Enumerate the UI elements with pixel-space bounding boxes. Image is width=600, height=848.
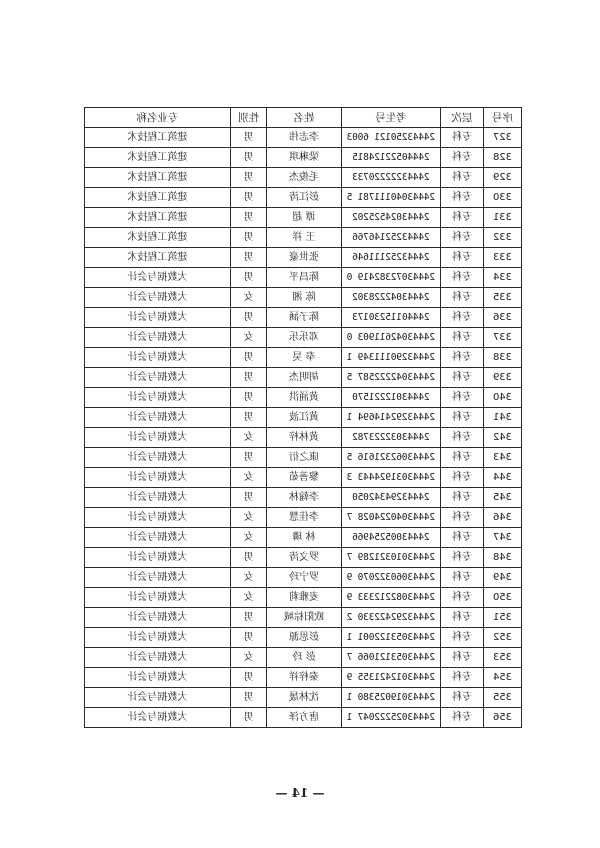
cell-major: 建筑工程技术 [85,148,231,168]
cell-major: 建筑工程技术 [85,208,231,228]
cell-major: 大数据与会计 [85,428,231,448]
cell-gender: 男 [231,128,267,148]
cell-gender: 男 [231,488,267,508]
cell-major: 建筑工程技术 [85,128,231,148]
cell-level: 专科 [441,228,484,248]
cell-gender: 男 [231,308,267,328]
cell-level: 专科 [441,568,484,588]
cell-serial-number: 337 [484,328,522,348]
cell-gender: 男 [231,268,267,288]
cell-name: 毛俊杰 [267,168,342,188]
cell-level: 专科 [441,588,484,608]
cell-name: 李志伟 [267,128,342,148]
header-serial-number: 序号 [484,108,522,128]
cell-gender: 女 [231,508,267,528]
cell-major: 建筑工程技术 [85,168,231,188]
cell-name: 黎善茹 [267,468,342,488]
table-row [85,208,522,228]
cell-name: 李翰林 [267,488,342,508]
cell-name: 王 祥 [267,228,342,248]
cell-exam-id: 24443012221570 [342,388,441,408]
cell-gender: 女 [231,588,267,608]
cell-major: 大数据与会计 [85,588,231,608]
cell-exam-id: 24443012421355 9 [342,668,441,688]
cell-name: 麦雅莉 [267,588,342,608]
cell-major: 大数据与会计 [85,548,231,568]
cell-exam-id: 24440115230173 [342,308,441,328]
cell-level: 专科 [441,388,484,408]
cell-level: 专科 [441,468,484,488]
table-row [85,508,522,528]
cell-exam-id: 24443290111349 1 [342,348,441,368]
table-row [85,528,522,548]
cell-major: 大数据与会计 [85,308,231,328]
cell-exam-id: 24443252111646 [342,248,441,268]
cell-name: 梁琳琪 [267,148,342,168]
cell-serial-number: 338 [484,348,522,368]
table-row [85,188,522,208]
cell-major: 大数据与会计 [85,688,231,708]
cell-major: 大数据与会计 [85,508,231,528]
cell-serial-number: 349 [484,568,522,588]
cell-level: 专科 [441,368,484,388]
table-row [85,648,522,668]
cell-gender: 女 [231,288,267,308]
table-header-row [85,108,522,128]
cell-exam-id: 24443042611903 0 [342,328,441,348]
cell-exam-id: 24443042222587 5 [342,368,441,388]
cell-name: 陈 湘 [267,288,342,308]
cell-gender: 男 [231,668,267,688]
cell-level: 专科 [441,488,484,508]
cell-gender: 男 [231,448,267,468]
cell-gender: 女 [231,428,267,448]
cell-major: 建筑工程技术 [85,228,231,248]
cell-gender: 男 [231,348,267,368]
cell-name: 罗文涛 [267,548,342,568]
header-name: 姓名 [267,108,342,128]
cell-serial-number: 341 [484,408,522,428]
table-row [85,288,522,308]
cell-name: 奉 昊 [267,348,342,368]
cell-exam-id: 24443042228302 [342,288,441,308]
cell-serial-number: 343 [484,448,522,468]
cell-serial-number: 354 [484,668,522,688]
cell-gender: 男 [231,188,267,208]
cell-name: 黄涌洪 [267,388,342,408]
cell-major: 大数据与会计 [85,668,231,688]
cell-serial-number: 328 [484,148,522,168]
cell-name: 黄林梓 [267,428,342,448]
cell-name: 秦梓祥 [267,668,342,688]
cell-exam-id: 24443252146766 [342,228,441,248]
cell-exam-id: 24440522124815 [342,148,441,168]
cell-name: 李佳慧 [267,508,342,528]
cell-major: 大数据与会计 [85,628,231,648]
table-row [85,588,522,608]
table-row [85,348,522,368]
cell-major: 大数据与会计 [85,268,231,288]
table-row [85,688,522,708]
cell-name: 黄江波 [267,408,342,428]
cell-gender: 男 [231,388,267,408]
cell-serial-number: 352 [484,628,522,648]
cell-level: 专科 [441,248,484,268]
cell-serial-number: 348 [484,548,522,568]
cell-name: 彭江涛 [267,188,342,208]
cell-name: 康之衍 [267,448,342,468]
cell-exam-id: 24443025222047 1 [342,708,441,728]
cell-exam-id: 24443082212333 9 [342,588,441,608]
cell-serial-number: 333 [484,248,522,268]
cell-major: 大数据与会计 [85,568,231,588]
cell-exam-id: 24443060322070 9 [342,568,441,588]
cell-exam-id: 24443010321289 7 [342,548,441,568]
table-row [85,548,522,568]
cell-serial-number: 335 [484,288,522,308]
cell-major: 大数据与会计 [85,708,231,728]
header-gender: 性别 [231,108,267,128]
table-row [85,308,522,328]
cell-major: 大数据与会计 [85,408,231,428]
table-row [85,268,522,288]
cell-level: 专科 [441,328,484,348]
cell-gender: 女 [231,528,267,548]
cell-name: 林 璘 [267,528,342,548]
cell-level: 专科 [441,428,484,448]
cell-major: 大数据与会计 [85,388,231,408]
cell-serial-number: 330 [484,188,522,208]
cell-name: 谭 超 [267,208,342,228]
cell-serial-number: 339 [484,368,522,388]
cell-exam-id: 24443040224028 7 [342,508,441,528]
cell-exam-id: 24443292422330 2 [342,608,441,628]
cell-level: 专科 [441,628,484,648]
cell-level: 专科 [441,448,484,468]
table-body [85,128,522,728]
cell-exam-id: 24443031924443 3 [342,468,441,488]
page-number: — 14 — [275,786,325,800]
cell-major: 大数据与会计 [85,368,231,388]
cell-level: 专科 [441,508,484,528]
cell-serial-number: 347 [484,528,522,548]
cell-name: 唐方泽 [267,708,342,728]
cell-exam-id: 24443005254966 [342,528,441,548]
table-row [85,168,522,188]
cell-exam-id: 24443019025380 1 [342,688,441,708]
cell-exam-id: 24443250121 6003 [342,128,441,148]
cell-serial-number: 331 [484,208,522,228]
cell-gender: 男 [231,608,267,628]
cell-gender: 男 [231,408,267,428]
cell-gender: 男 [231,248,267,268]
cell-exam-id: 24443053122001 1 [342,628,441,648]
cell-exam-id: 24443062321616 5 [342,448,441,468]
table-row [85,428,522,448]
cell-level: 专科 [441,408,484,428]
cell-level: 专科 [441,548,484,568]
cell-serial-number: 353 [484,648,522,668]
cell-level: 专科 [441,288,484,308]
table-row [85,248,522,268]
cell-major: 大数据与会计 [85,608,231,628]
cell-name: 彭 玲 [267,648,342,668]
cell-level: 专科 [441,528,484,548]
cell-level: 专科 [441,148,484,168]
cell-name: 欧阳棕城 [267,608,342,628]
cell-level: 专科 [441,688,484,708]
cell-level: 专科 [441,708,484,728]
table-row [85,568,522,588]
cell-gender: 男 [231,708,267,728]
cell-major: 大数据与会计 [85,448,231,468]
cell-serial-number: 345 [484,488,522,508]
cell-level: 专科 [441,128,484,148]
table-row [85,708,522,728]
header-exam-id: 考生号 [342,108,441,128]
table-row [85,388,522,408]
cell-gender: 男 [231,148,267,168]
cell-level: 专科 [441,208,484,228]
cell-major: 建筑工程技术 [85,248,231,268]
table-row [85,628,522,648]
table-row [85,228,522,248]
cell-major: 建筑工程技术 [85,188,231,208]
cell-name: 罗宁玲 [267,568,342,588]
cell-serial-number: 327 [484,128,522,148]
cell-serial-number: 350 [484,588,522,608]
cell-gender: 女 [231,468,267,488]
cell-serial-number: 340 [484,388,522,408]
cell-name: 胡明杰 [267,368,342,388]
table-row [85,148,522,168]
cell-serial-number: 346 [484,508,522,528]
cell-serial-number: 356 [484,708,522,728]
table-row [85,408,522,428]
cell-exam-id: 24443024525202 [342,208,441,228]
cell-exam-id: 24443292414694 1 [342,408,441,428]
table-row [85,448,522,468]
cell-serial-number: 336 [484,308,522,328]
cell-level: 专科 [441,268,484,288]
cell-level: 专科 [441,168,484,188]
cell-major: 大数据与会计 [85,328,231,348]
cell-serial-number: 355 [484,688,522,708]
table-row [85,128,522,148]
cell-level: 专科 [441,348,484,368]
cell-level: 专科 [441,308,484,328]
cell-major: 大数据与会计 [85,348,231,368]
cell-gender: 男 [231,368,267,388]
cell-serial-number: 332 [484,228,522,248]
cell-name: 彭思源 [267,628,342,648]
cell-level: 专科 [441,648,484,668]
cell-gender: 男 [231,628,267,648]
cell-name: 陈子涵 [267,308,342,328]
cell-gender: 女 [231,648,267,668]
cell-exam-id: 24443040111781 5 [342,188,441,208]
cell-major: 大数据与会计 [85,528,231,548]
cell-serial-number: 344 [484,468,522,488]
cell-level: 专科 [441,668,484,688]
cell-serial-number: 334 [484,268,522,288]
cell-name: 邓乐乐 [267,328,342,348]
table-row [85,668,522,688]
header-level: 层次 [441,108,484,128]
cell-gender: 男 [231,548,267,568]
cell-major: 大数据与会计 [85,648,231,668]
cell-serial-number: 329 [484,168,522,188]
cell-serial-number: 351 [484,608,522,628]
cell-level: 专科 [441,188,484,208]
cell-exam-id: 24443222220733 [342,168,441,188]
table-row [85,328,522,348]
cell-exam-id: 24443032223782 [342,428,441,448]
cell-gender: 男 [231,208,267,228]
table-row [85,468,522,488]
cell-serial-number: 342 [484,428,522,448]
cell-gender: 男 [231,168,267,188]
cell-name: 沈林晟 [267,688,342,708]
admission-roster-table [84,107,522,728]
cell-exam-id: 24443072382419 0 [342,268,441,288]
cell-major: 大数据与会计 [85,468,231,488]
table-row [85,488,522,508]
cell-gender: 女 [231,568,267,588]
cell-name: 陈昌平 [267,268,342,288]
cell-gender: 男 [231,228,267,248]
cell-name: 张世豪 [267,248,342,268]
cell-exam-id: 24443294342050 [342,488,441,508]
cell-exam-id: 24443053121066 7 [342,648,441,668]
cell-level: 专科 [441,608,484,628]
cell-major: 大数据与会计 [85,488,231,508]
cell-gender: 男 [231,688,267,708]
table-row [85,368,522,388]
cell-major: 大数据与会计 [85,288,231,308]
table-row [85,608,522,628]
cell-gender: 女 [231,328,267,348]
header-major: 专业名称 [85,108,231,128]
